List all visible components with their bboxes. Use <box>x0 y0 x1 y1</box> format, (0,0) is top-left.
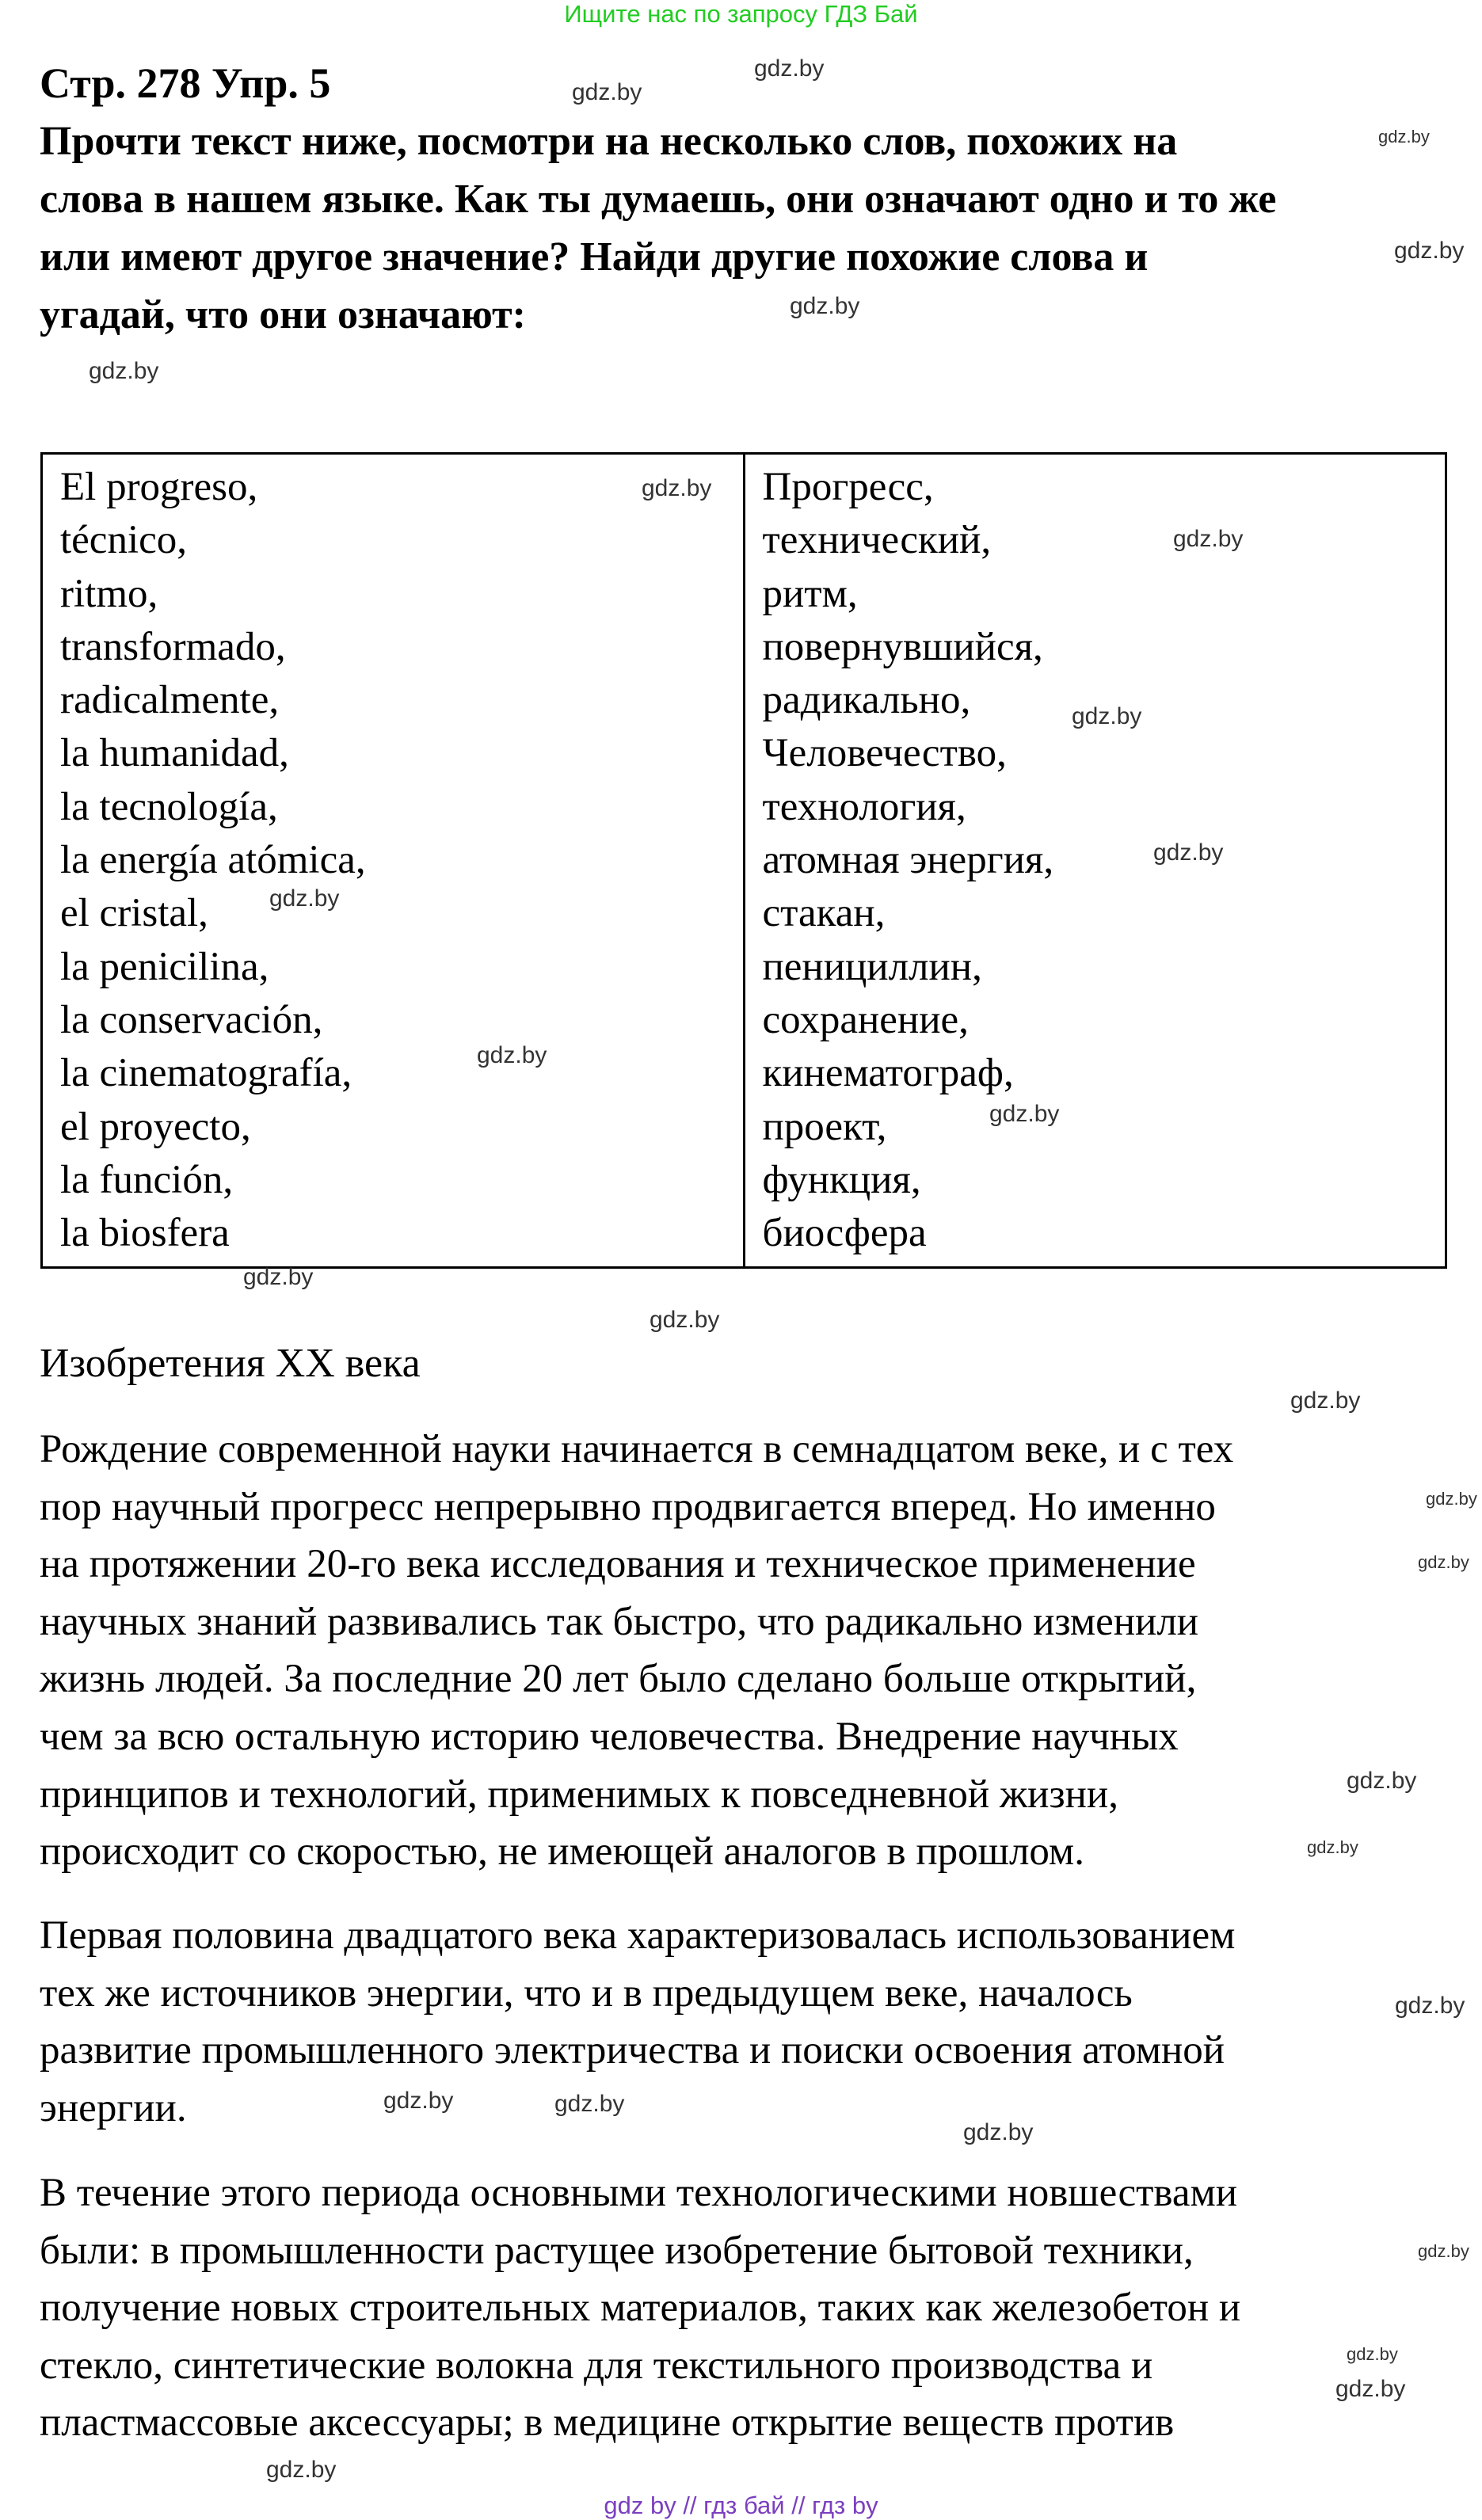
watermark: gdz.by <box>266 2457 337 2483</box>
table-cell-russian: проект, <box>762 1104 887 1149</box>
table-cell-russian: функция, <box>762 1157 921 1202</box>
paragraph-line: принципов и технологий, применимых к повседневной жизни, <box>40 1772 1118 1817</box>
paragraph-line: научных знаний развивались так быстро, что радикально изменили <box>40 1599 1199 1644</box>
watermark: gdz.by <box>642 475 712 501</box>
watermark: gdz.by <box>383 2088 454 2114</box>
watermark: gdz.by <box>1072 703 1142 729</box>
table-cell-russian: пенициллин, <box>762 944 982 989</box>
watermark: gdz.by <box>650 1307 720 1333</box>
table-cell-spanish: la penicilina, <box>60 944 269 989</box>
paragraph-line: пор научный прогресс непрерывно продвигается вперед. Но именно <box>40 1484 1216 1529</box>
watermark: gdz.by <box>754 55 825 82</box>
question-line: слова в нашем языке. Как ты думаешь, они означают одно и то же <box>40 177 1277 222</box>
table-cell-spanish: técnico, <box>60 518 187 563</box>
footer-watermark: gdz by // гдз бай // гдз by <box>604 2491 878 2519</box>
table-cell-spanish: la conservación, <box>60 997 323 1042</box>
paragraph-3 <box>40 2164 1240 2452</box>
watermark: gdz.by <box>790 293 860 319</box>
task-question <box>40 112 1276 344</box>
watermark: gdz.by <box>1335 2376 1406 2402</box>
table-cell-spanish: el proyecto, <box>60 1104 251 1149</box>
search-banner: Ищите нас по запросу ГДЗ Бай <box>564 0 918 28</box>
question-line: угадай, что они означают: <box>40 292 526 337</box>
table-cell-russian: биосфера <box>762 1211 927 1256</box>
table-cell-russian: технический, <box>762 518 992 563</box>
watermark: gdz.by <box>269 885 340 912</box>
paragraph-line: на протяжении 20-го века исследования и техническое применение <box>40 1542 1196 1587</box>
paragraph-line: энергии. <box>40 2085 187 2130</box>
paragraph-line: Рождение современной науки начинается в семнадцатом веке, и с тех <box>40 1427 1234 1471</box>
page-title: Стр. 278 Упр. 5 <box>40 59 331 107</box>
table-cell-spanish: transformado, <box>60 624 286 669</box>
watermark: gdz.by <box>1347 1768 1417 1794</box>
question-line: Прочти текст ниже, посмотри на несколько слов, похожих на <box>40 119 1178 164</box>
table-cell-russian: атомная энергия, <box>762 838 1054 883</box>
paragraph-line: стекло, синтетические волокна для текстильного производства и <box>40 2343 1153 2388</box>
watermark: gdz.by <box>1394 238 1465 264</box>
watermark: gdz.by <box>572 79 642 105</box>
watermark: gdz.by <box>554 2091 625 2117</box>
watermark: gdz.by <box>1307 1837 1358 1857</box>
paragraph-line: чем за всю остальную историю человечества. Внедрение научных <box>40 1714 1179 1759</box>
paragraph-line: В течение этого периода основными технологическими новшествами <box>40 2171 1238 2215</box>
paragraph-line: происходит со скоростью, не имеющей аналогов в прошлом. <box>40 1829 1084 1875</box>
table-cell-spanish: el cristal, <box>60 891 208 936</box>
watermark: gdz.by <box>1426 1489 1477 1509</box>
watermark: gdz.by <box>1418 1552 1469 1572</box>
watermark: gdz.by <box>1153 839 1224 866</box>
table-cell-russian: стакан, <box>762 891 886 936</box>
paragraph-line: получение новых строительных материалов, таких как железобетон и <box>40 2286 1241 2331</box>
table-cell-spanish: la tecnología, <box>60 784 278 829</box>
watermark: gdz.by <box>989 1101 1060 1127</box>
watermark: gdz.by <box>1418 2241 1469 2261</box>
table-cell-spanish: la energía atómica, <box>60 838 366 883</box>
paragraph-line: Первая половина двадцатого века характеризовалась использованием <box>40 1913 1236 1958</box>
table-cell-spanish: la biosfera <box>60 1211 230 1256</box>
table-cell-spanish: El progreso, <box>60 465 258 509</box>
text-heading: Изобретения XX века <box>40 1341 421 1386</box>
watermark: gdz.by <box>963 2119 1034 2145</box>
table-cell-spanish: ritmo, <box>60 571 158 616</box>
table-cell-russian: сохранение, <box>762 997 969 1042</box>
paragraph-2 <box>40 1907 1235 2137</box>
watermark: gdz.by <box>1173 526 1244 552</box>
watermark: gdz.by <box>243 1264 314 1290</box>
paragraph-1 <box>40 1421 1233 1881</box>
table-cell-russian: технология, <box>762 784 966 829</box>
watermark: gdz.by <box>477 1042 547 1068</box>
question-line: или имеют другое значение? Найди другие похожие слова и <box>40 234 1149 280</box>
table-cell-russian: Прогресс, <box>762 465 934 509</box>
russian-column <box>744 454 1446 1268</box>
paragraph-line: пластмассовые аксессуары; в медицине открытие веществ против <box>40 2400 1175 2446</box>
paragraph-line: были: в промышленности растущее изобретение бытовой техники, <box>40 2228 1194 2273</box>
table-cell-russian: повернувшийся, <box>762 624 1043 669</box>
paragraph-line: жизнь людей. За последние 20 лет было сделано больше открытий, <box>40 1657 1197 1702</box>
table-cell-russian: радикально, <box>762 678 971 723</box>
watermark: gdz.by <box>1395 1993 1465 2019</box>
table-cell-russian: кинематограф, <box>762 1051 1014 1096</box>
watermark: gdz.by <box>1378 127 1430 147</box>
table-cell-spanish: la función, <box>60 1157 234 1202</box>
table-cell-spanish: la humanidad, <box>60 731 289 776</box>
table-cell-russian: Человечество, <box>762 731 1007 776</box>
paragraph-line: тех же источников энергии, что и в предыдущем веке, началось <box>40 1970 1133 2016</box>
table-cell-spanish: radicalmente, <box>60 678 280 723</box>
spanish-column <box>42 454 745 1268</box>
watermark: gdz.by <box>1347 2344 1398 2364</box>
watermark: gdz.by <box>89 358 159 384</box>
watermark: gdz.by <box>1290 1388 1361 1414</box>
paragraph-line: развитие промышленного электричества и поиски освоения атомной <box>40 2028 1225 2073</box>
table-cell-spanish: la cinematografía, <box>60 1051 352 1096</box>
vocabulary-table <box>40 452 1447 1269</box>
table-cell-russian: ритм, <box>762 571 858 616</box>
